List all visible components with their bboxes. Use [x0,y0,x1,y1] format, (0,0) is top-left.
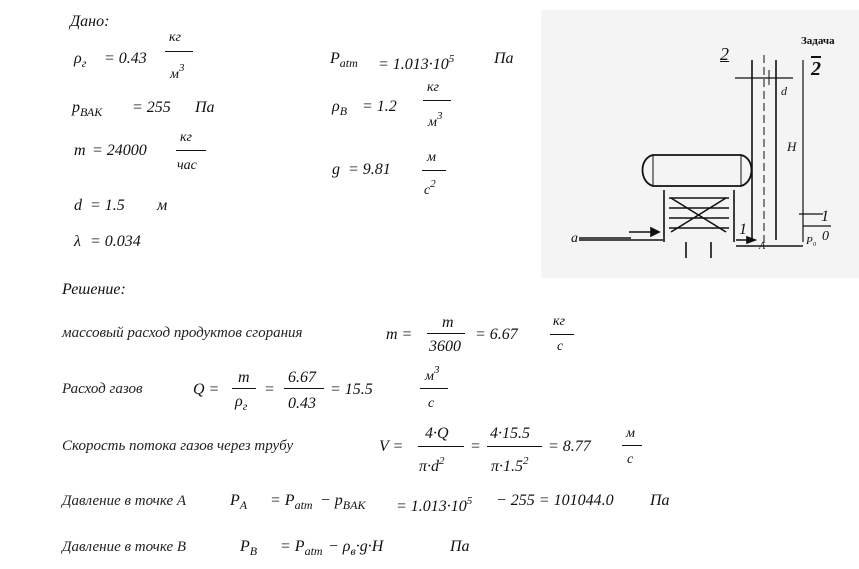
figure-h-label: H [787,139,797,154]
figure-section-1-label: 1 [821,208,829,225]
given-heading: Дано: [70,13,110,30]
figure-section-0-label: 0 [822,229,829,244]
figure-title: Задача [801,35,835,47]
figure-section-2-label: 2 [720,44,729,64]
figure-inlet-label: a [571,231,578,246]
figure-p0-label: P₀ [806,235,817,247]
figure-d-label: d [781,84,787,98]
figure-point-1-label: 1 [739,221,747,238]
solution-heading: Решение: [62,281,126,298]
boiler-chimney-diagram [541,10,859,278]
figure-point-a-label: A [759,241,766,252]
figure-task-number: 2 [811,58,821,80]
